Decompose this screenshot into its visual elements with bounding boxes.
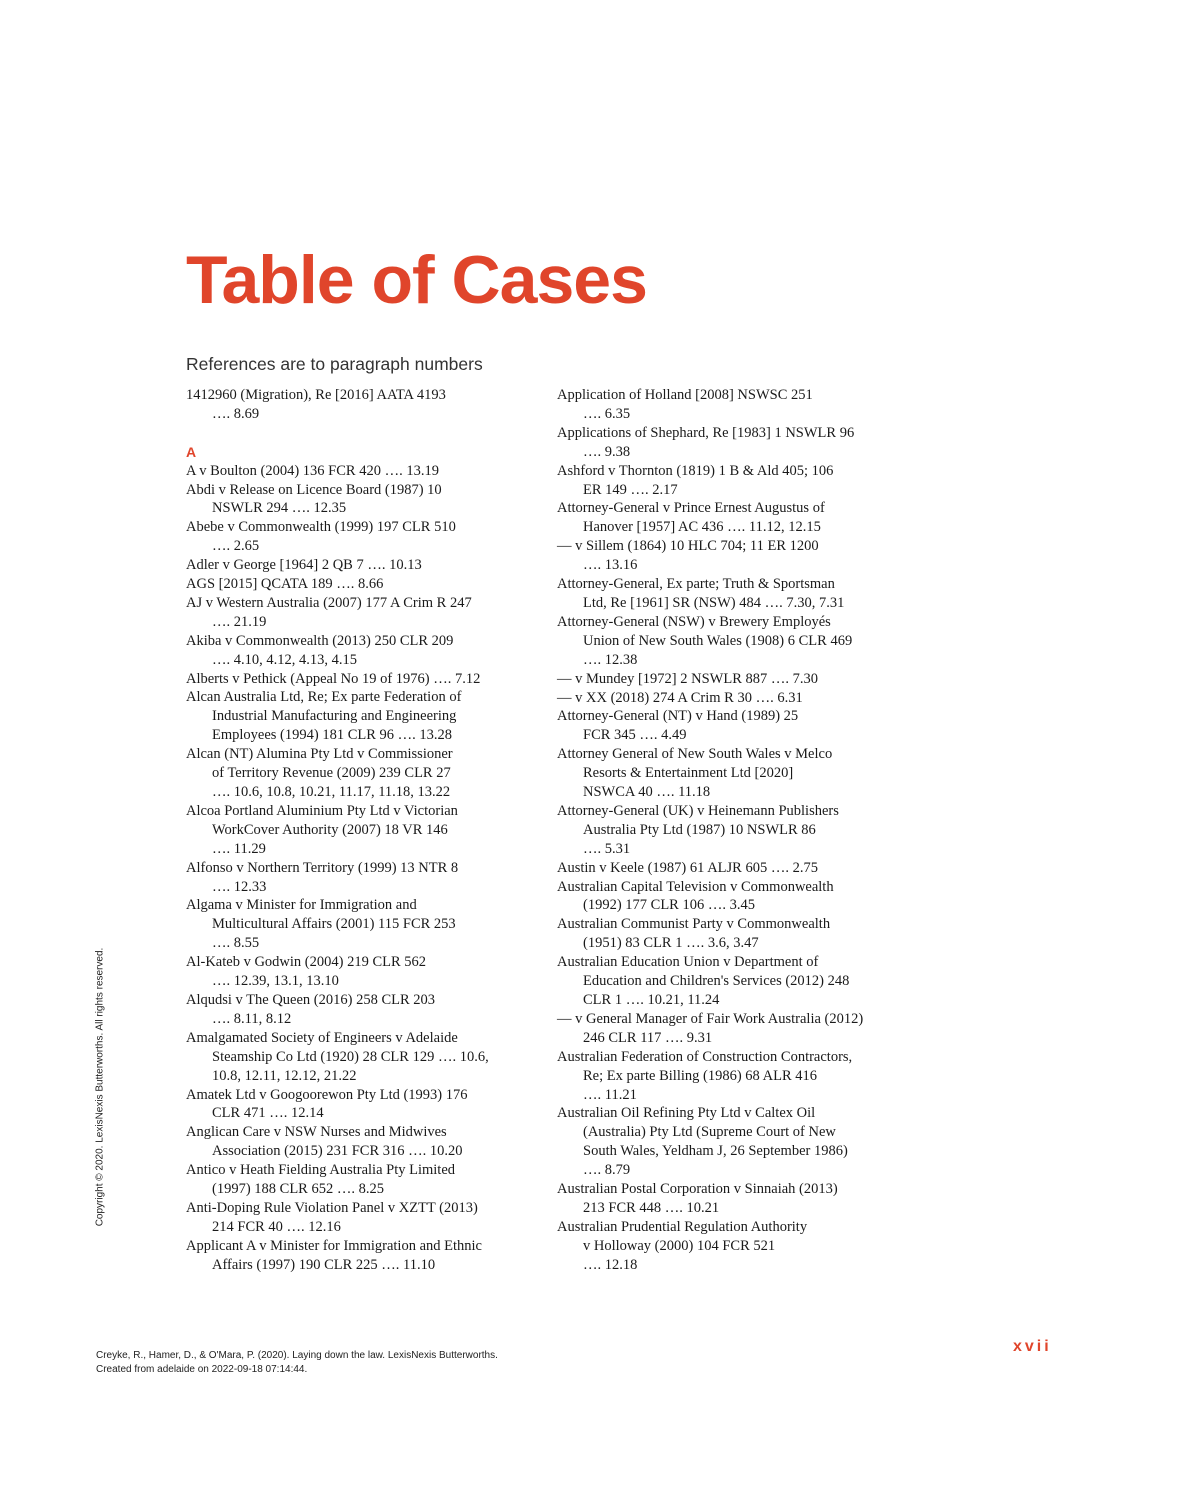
case-entry: Alcan Australia Ltd, Re; Ex parte Federation of Industrial Manufacturing and Engineering Employees (1994) 181 CLR 96 …. 13.28: [186, 689, 462, 744]
case-entry: A v Boulton (2004) 136 FCR 420 …. 13.19: [186, 462, 439, 479]
case-entry: Abdi v Release on Licence Board (1987) 10 NSWLR 294 …. 12.35: [186, 481, 442, 517]
case-entry: Al-Kateb v Godwin (2004) 219 CLR 562 …. 12.39, 13.1, 13.10: [186, 954, 427, 990]
case-entry: Algama v Minister for Immigration and Multicultural Affairs (2001) 115 FCR 253 …. 8.55: [186, 897, 456, 952]
letter-heading: A: [186, 443, 197, 460]
copyright-notice: Copyright © 2020. LexisNexis Butterworths. All rights reserved.: [94, 947, 106, 1227]
case-entry: Australian Federation of Construction Contractors, Re; Ex parte Billing (1986) 68 ALR 416 …. 11.21: [557, 1048, 853, 1103]
case-entry: Alberts v Pethick (Appeal No 19 of 1976) …. 7.12: [186, 670, 481, 687]
case-entry: Akiba v Commonwealth (2013) 250 CLR 209 …. 4.10, 4.12, 4.13, 4.15: [186, 632, 454, 668]
case-entry: Amalgamated Society of Engineers v Adelaide Steamship Co Ltd (1920) 28 CLR 129 …. 10.6, 10.8, 12.11, 12.12, 21.22: [186, 1029, 489, 1084]
case-entry: Anglican Care v NSW Nurses and Midwives Association (2015) 231 FCR 316 …. 10.20: [186, 1124, 463, 1160]
case-entry: Australian Communist Party v Commonwealth (1951) 83 CLR 1 …. 3.6, 3.47: [557, 916, 831, 952]
footer-citation: Creyke, R., Hamer, D., & O'Mara, P. (2020). Laying down the law. LexisNexis Butterworths.: [96, 1350, 498, 1361]
case-entry: AGS [2015] QCATA 189 …. 8.66: [186, 576, 384, 593]
case-entry: Australian Education Union v Department of Education and Children's Services (2012) 248 CLR 1 …. 10.21, 11.24: [557, 954, 850, 1008]
case-entry: Attorney General of New South Wales v Melco Resorts & Entertainment Ltd [2020] NSWCA 40 …. 11.18: [557, 746, 833, 801]
page-number: xvii: [1013, 1338, 1052, 1355]
citation-footer: [96, 1349, 498, 1377]
case-entry: Amatek Ltd v Googoorewon Pty Ltd (1993) 176 CLR 471 …. 12.14: [186, 1086, 468, 1122]
case-entry: Alcan (NT) Alumina Pty Ltd v Commissioner of Territory Revenue (2009) 239 CLR 27 …. 10.6, 10.8, 10.21, 11.17, 11.18, 13.22: [186, 746, 453, 801]
page-title: Table of Cases: [186, 242, 647, 318]
right-column: [557, 386, 917, 1275]
case-entry: Attorney-General, Ex parte; Truth & Sportsman Ltd, Re [1961] SR (NSW) 484 …. 7.30, 7.31: [557, 576, 845, 611]
case-entry: Attorney-General (NT) v Hand (1989) 25 FCR 345 …. 4.49: [557, 708, 799, 744]
case-entry: Austin v Keele (1987) 61 ALJR 605 …. 2.75: [557, 859, 818, 876]
case-entry: Alqudsi v The Queen (2016) 258 CLR 203 …. 8.11, 8.12: [186, 991, 436, 1027]
case-entry: Applications of Shephard, Re [1983] 1 NSWLR 96 …. 9.38: [557, 424, 855, 460]
case-entry: Alfonso v Northern Territory (1999) 13 NTR 8 …. 12.33: [186, 859, 459, 895]
case-entry: Applicant A v Minister for Immigration and Ethnic Affairs (1997) 190 CLR 225 …. 11.10: [186, 1237, 482, 1273]
case-entry: Adler v George [1964] 2 QB 7 …. 10.13: [186, 557, 422, 574]
case-entry: — v XX (2018) 274 A Crim R 30 …. 6.31: [557, 689, 803, 706]
case-entry: Application of Holland [2008] NSWSC 251 …. 6.35: [557, 387, 813, 422]
case-entry: Australian Postal Corporation v Sinnaiah (2013) 213 FCR 448 …. 10.21: [557, 1181, 838, 1216]
case-entry: Australian Capital Television v Commonwealth (1992) 177 CLR 106 …. 3.45: [557, 878, 834, 914]
case-entry: Alcoa Portland Aluminium Pty Ltd v Victorian WorkCover Authority (2007) 18 VR 146 …. 11.29: [186, 802, 458, 857]
case-entry: Attorney-General (NSW) v Brewery Employés Union of New South Wales (1908) 6 CLR 469 …. 12.38: [557, 613, 853, 668]
footer-created: Created from adelaide on 2022-09-18 07:14:44.: [96, 1364, 308, 1375]
case-entry: — v General Manager of Fair Work Australia (2012) 246 CLR 117 …. 9.31: [557, 1010, 864, 1046]
left-column: [186, 386, 546, 1275]
case-entry: — v Mundey [1972] 2 NSWLR 887 …. 7.30: [557, 670, 818, 687]
case-entry: Attorney-General (UK) v Heinemann Publishers Australia Pty Ltd (1987) 10 NSWLR 86 …. 5.31: [557, 802, 839, 857]
case-entry: Abebe v Commonwealth (1999) 197 CLR 510 …. 2.65: [186, 519, 456, 555]
case-entry: Australian Oil Refining Pty Ltd v Caltex Oil (Australia) Pty Ltd (Supreme Court of New South Wales, Yeldham J, 26 September 1986) …. 8.79: [557, 1105, 848, 1179]
case-entry: Antico v Heath Fielding Australia Pty Limited (1997) 188 CLR 652 …. 8.25: [186, 1162, 456, 1198]
case-entry: Ashford v Thornton (1819) 1 B & Ald 405; 106 ER 149 …. 2.17: [557, 462, 834, 498]
case-entry: 1412960 (Migration), Re [2016] AATA 4193 …. 8.69: [186, 387, 446, 422]
case-entry: Anti-Doping Rule Violation Panel v XZTT (2013) 214 FCR 40 …. 12.16: [186, 1199, 478, 1235]
case-entry: Attorney-General v Prince Ernest Augustus of Hanover [1957] AC 436 …. 11.12, 12.15: [557, 500, 825, 536]
case-entry: AJ v Western Australia (2007) 177 A Crim R 247 …. 21.19: [186, 594, 472, 630]
page-subtitle: References are to paragraph numbers: [186, 354, 483, 374]
case-entry: Australian Prudential Regulation Authority v Holloway (2000) 104 FCR 521 …. 12.18: [557, 1218, 808, 1273]
case-entry: — v Sillem (1864) 10 HLC 704; 11 ER 1200 …. 13.16: [557, 538, 819, 574]
